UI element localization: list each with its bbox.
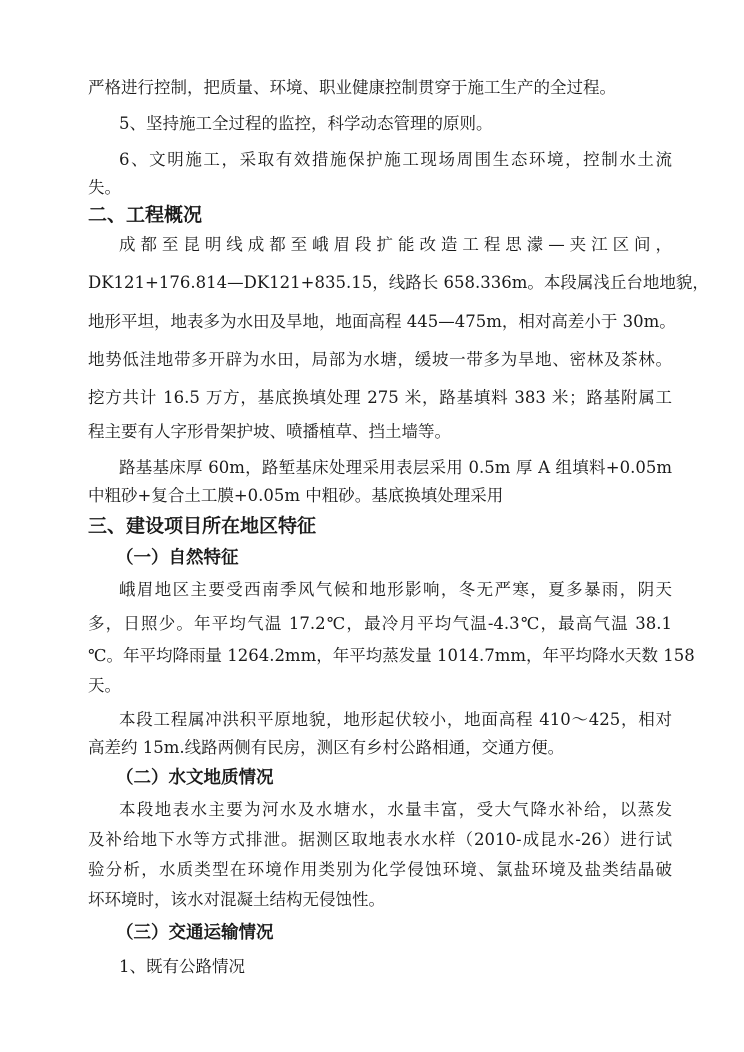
paragraph-line: 地形平坦，地表多为水田及旱地，地面高程 445—475m，相对高差小于 30m。 bbox=[88, 312, 676, 331]
paragraph-line: 地势低洼地带多开辟为水田，局部为水塘，缓坡一带多为旱地、密林及茶林。 bbox=[88, 350, 672, 369]
list-item-6: 6、文明施工，采取有效措施保护施工现场周围生态环境，控制水土流 bbox=[119, 150, 672, 169]
subsection-heading: （一）自然特征 bbox=[116, 548, 239, 568]
paragraph-line: 中粗砂+复合土工膜+0.05m 中粗砂。基底换填处理采用 bbox=[88, 486, 504, 505]
paragraph-line: 程主要有人字形骨架护坡、喷播植草、挡土墙等。 bbox=[88, 422, 451, 441]
paragraph-line: 验分析，水质类型在环境作用类别为化学侵蚀环境、氯盐环境及盐类结晶破 bbox=[88, 860, 672, 879]
paragraph-line: 多，日照少。年平均气温 17.2℃，最冷月平均气温-4.3℃，最高气温 38.1 bbox=[88, 614, 672, 633]
subsection-heading: （三）交通运输情况 bbox=[116, 923, 274, 943]
paragraph-line: 天。 bbox=[88, 676, 121, 695]
list-item-1: 1、既有公路情况 bbox=[119, 957, 245, 976]
paragraph-line: 及补给地下水等方式排泄。据测区取地表水水样（2010-成昆水-26）进行试 bbox=[88, 830, 672, 849]
paragraph-line: 坏环境时，该水对混凝土结构无侵蚀性。 bbox=[88, 890, 385, 909]
paragraph-line: DK121+176.814—DK121+835.15，线路长 658.336m。本段属浅丘台地地貌， bbox=[88, 273, 709, 292]
section-heading: 三、建设项目所在地区特征 bbox=[88, 515, 317, 537]
paragraph-line: 本段地表水主要为河水及水塘水，水量丰富，受大气降水补给，以蒸发 bbox=[119, 800, 672, 819]
paragraph-line: 路基基床厚 60m，路堑基床处理采用表层采用 0.5m 厚 A 组填料+0.05m bbox=[119, 458, 672, 477]
paragraph-line: 本段工程属冲洪积平原地貌，地形起伏较小，地面高程 410～425，相对 bbox=[119, 710, 672, 729]
paragraph-line: 峨眉地区主要受西南季风气候和地形影响，冬无严寒，夏多暴雨，阴天 bbox=[119, 580, 672, 599]
intro-line: 严格进行控制，把质量、环境、职业健康控制贯穿于施工生产的全过程。 bbox=[88, 78, 616, 97]
list-item-5: 5、坚持施工全过程的监控，科学动态管理的原则。 bbox=[119, 114, 493, 133]
paragraph-line: 成都至昆明线成都至峨眉段扩能改造工程思濛—夹江区间， bbox=[119, 235, 672, 254]
paragraph-line: 高差约 15m.线路两侧有民房，测区有乡村公路相通，交通方便。 bbox=[88, 738, 565, 757]
paragraph-line: 挖方共计 16.5 万方，基底换填处理 275 米，路基填料 383 米；路基附属工 bbox=[88, 388, 672, 407]
paragraph-line: ℃。年平均降雨量 1264.2mm，年平均蒸发量 1014.7mm，年平均降水天数 158 bbox=[88, 646, 695, 665]
subsection-heading: （二）水文地质情况 bbox=[116, 768, 274, 788]
list-item-6-cont: 失。 bbox=[88, 178, 121, 197]
section-heading: 二、工程概况 bbox=[88, 204, 203, 226]
